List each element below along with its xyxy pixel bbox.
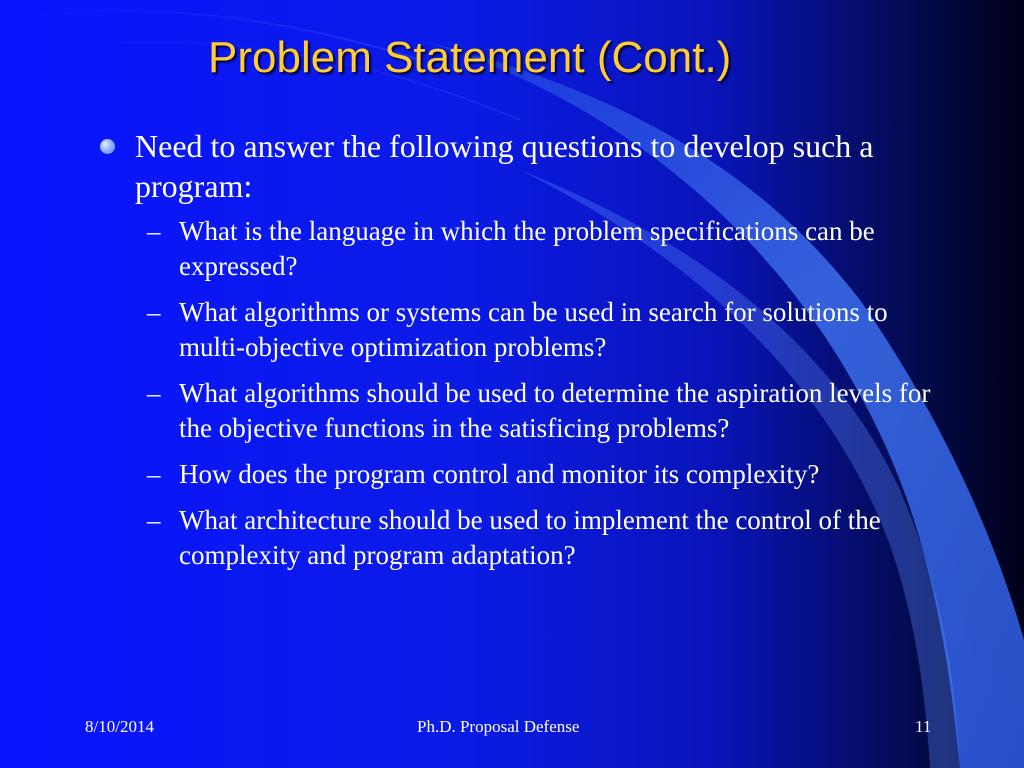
main-bullet-text: Need to answer the following questions to develop such a program: xyxy=(135,128,874,204)
sub-bullet-item xyxy=(145,457,960,492)
sub-bullet-item xyxy=(145,214,960,284)
sub-bullet-text: How does the program control and monitor its complexity? xyxy=(179,459,820,489)
slide-title: Problem Statement (Cont.) xyxy=(208,33,732,82)
dash-marker: – xyxy=(147,297,161,327)
dash-marker: – xyxy=(147,505,161,535)
sub-bullet-text: What architecture should be used to implement the control of the complexity and program adaptation? xyxy=(179,505,881,570)
sub-bullet-text: What algorithms should be used to determine the aspiration levels for the objective functions in the satisficing problems? xyxy=(179,378,931,443)
footer-presentation-title: Ph.D. Proposal Defense xyxy=(417,717,580,736)
sub-bullet-text: What is the language in which the problem specifications can be expressed? xyxy=(179,216,875,281)
dash-marker: – xyxy=(147,216,161,246)
dash-marker: – xyxy=(147,459,161,489)
sub-bullet-list xyxy=(100,214,960,573)
main-bullet-item xyxy=(100,126,960,206)
sub-bullet-item xyxy=(145,295,960,365)
footer-page-number: 11 xyxy=(915,717,932,736)
sub-bullet-item xyxy=(145,376,960,446)
dash-marker: – xyxy=(147,378,161,408)
sub-bullet-item xyxy=(145,503,960,573)
footer-date: 8/10/2014 xyxy=(85,717,154,736)
bullet-dot-icon xyxy=(100,139,115,154)
slide-content xyxy=(100,126,960,584)
sub-bullet-text: What algorithms or systems can be used in search for solutions to multi-objective optimization problems? xyxy=(179,297,888,362)
